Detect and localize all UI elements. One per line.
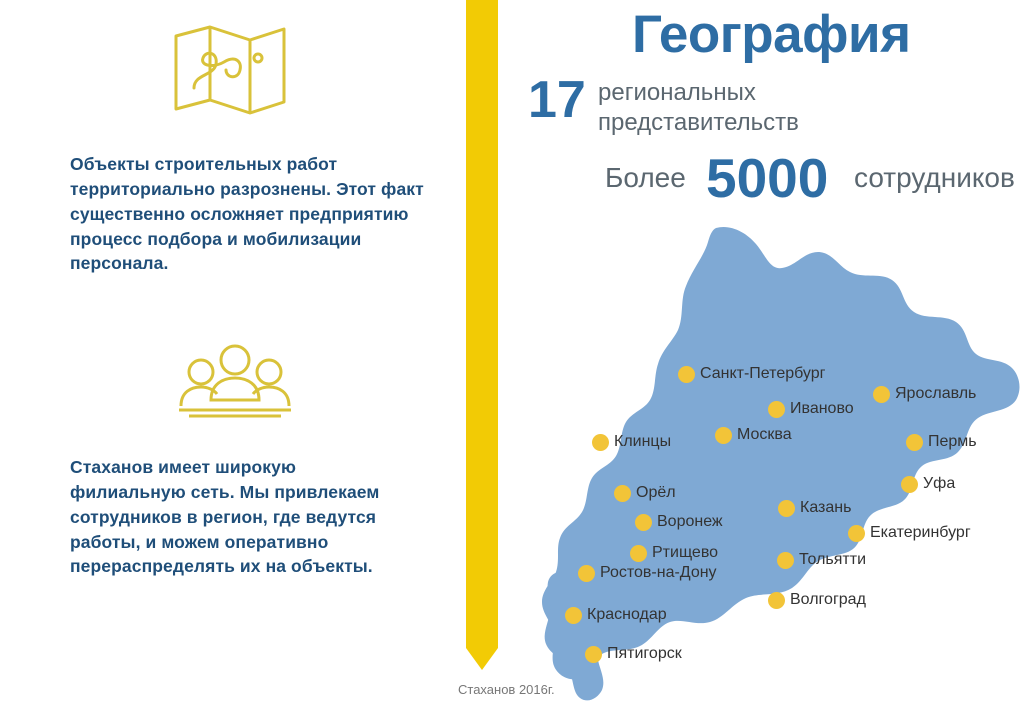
stat-employees-prefix: Более [605, 162, 686, 193]
paragraph-network: Стаханов имеет широкую филиальную сеть. Мы привлекаем сотрудников в регион, где ведутся работы, и можем оперативно перераспределять их на объекты. [70, 457, 380, 577]
city-label: Екатеринбург [870, 524, 971, 541]
city-label: Волгоград [790, 591, 866, 608]
city-dot-icon [848, 525, 865, 542]
vertical-arrow-band [466, 0, 498, 648]
city-label: Уфа [923, 475, 956, 492]
stat-employees-number: 5000 [706, 147, 829, 209]
city-label: Клинцы [614, 433, 672, 450]
right-column [520, 0, 1024, 708]
city-dot-icon [873, 386, 890, 403]
city-label: Воронеж [657, 513, 723, 530]
city-dot-icon [768, 592, 785, 609]
city-label: Ярославль [895, 385, 977, 402]
city-dot-icon [630, 545, 647, 562]
stat-regions-label: региональных представительств [598, 79, 799, 136]
city-dot-icon [578, 565, 595, 582]
city-label: Иваново [790, 400, 854, 417]
city-label: Тольятти [799, 551, 866, 568]
city-dot-icon [585, 646, 602, 663]
city-dot-icon [906, 434, 923, 451]
city-label: Ростов-на-Дону [600, 564, 717, 581]
city-label: Санкт-Петербург [700, 365, 826, 382]
footer-note: Стаханов 2016г. [458, 682, 555, 697]
city-label: Пермь [928, 433, 977, 450]
stat-employees-label: сотрудников [854, 162, 1015, 193]
city-label: Орёл [636, 484, 676, 501]
left-column [0, 0, 455, 708]
city-dot-icon [778, 500, 795, 517]
city-dot-icon [901, 476, 918, 493]
arrow-head-icon [466, 648, 498, 670]
city-dot-icon [592, 434, 609, 451]
stat-regions-number: 17 [528, 71, 586, 129]
city-label: Ртищево [652, 544, 719, 561]
city-dot-icon [614, 485, 631, 502]
city-dot-icon [635, 514, 652, 531]
city-dot-icon [565, 607, 582, 624]
city-label: Москва [737, 426, 792, 443]
city-dot-icon [777, 552, 794, 569]
city-dot-icon [678, 366, 695, 383]
paragraph-objects: Объекты строительных работ территориально разрознены. Этот факт существенно осложняет предприятию процесс подбора и мобилизации персонала. [70, 154, 424, 274]
folded-map-icon [170, 22, 290, 117]
city-dot-icon [768, 401, 785, 418]
city-label: Пятигорск [607, 645, 682, 662]
page-title: География [632, 5, 911, 64]
russia-map-shape [520, 222, 1024, 708]
russia-map [520, 222, 1024, 708]
city-label: Казань [800, 499, 852, 516]
city-label: Краснодар [587, 606, 667, 623]
people-group-icon [175, 340, 295, 425]
city-dot-icon [715, 427, 732, 444]
